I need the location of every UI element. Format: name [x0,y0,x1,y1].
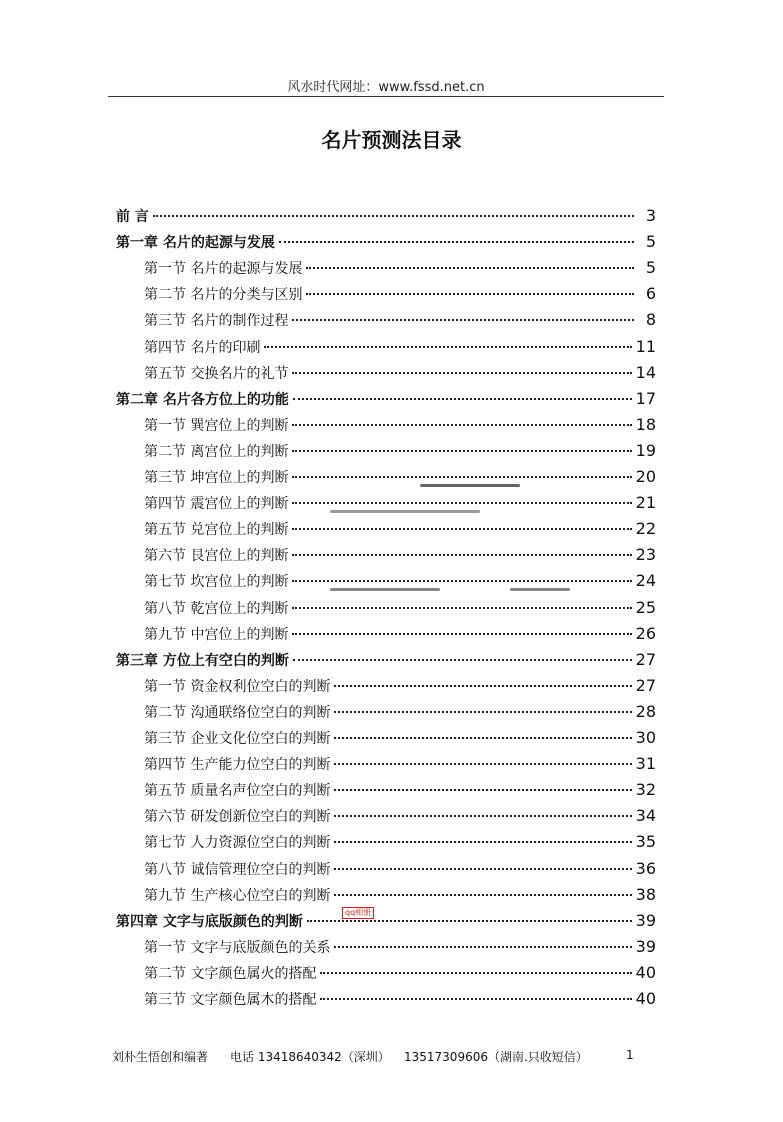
toc-leader-dots [334,685,631,687]
toc-section-row [144,517,656,541]
toc-entry-title: 第六节 研发创新位空白的判断 [144,809,331,826]
toc-leader-dots [320,998,631,1000]
toc-entry-page: 3 [645,206,656,225]
toc-entry-page: 39 [635,936,656,956]
toc-chapter-row [116,909,656,933]
toc-entry-page: 38 [635,884,656,904]
toc-entry-title: 第七节 坎宫位上的判断 [144,574,289,591]
scan-mark [330,510,480,513]
scan-mark [510,588,570,591]
toc-entry-page: 11 [635,336,656,356]
toc-entry-page: 26 [635,623,656,643]
toc-leader-dots [306,267,634,269]
toc-leader-dots [292,476,631,478]
toc-leader-dots [292,580,631,582]
toc-leader-dots [293,398,632,400]
toc-entry-title: 第二节 沟通联络位空白的判断 [144,704,331,721]
toc-section-row [144,413,656,437]
toc-entry-title: 第九节 生产核心位空白的判断 [144,887,331,904]
toc-entry-title: 第五节 兑宫位上的判断 [144,522,289,539]
toc-section-row [144,830,656,854]
toc-leader-dots [264,346,631,348]
footer-author: 刘朴生悟创和编著 [112,1050,209,1064]
toc-entry-page: 39 [635,910,656,930]
toc-entry-page: 18 [635,414,656,434]
toc-leader-dots [334,711,631,713]
toc-leader-dots [334,946,631,948]
toc-entry-page: 23 [635,545,656,565]
toc-section-row [144,700,656,724]
toc-section-row [144,883,656,907]
toc-entry-title: 第一节 资金权利位空白的判断 [144,678,331,695]
qq-album-stamp: qq相册 [342,907,374,919]
toc-entry-page: 8 [645,310,656,330]
toc-entry-page: 5 [645,258,656,278]
toc-section-row [144,361,656,385]
toc-section-row [144,726,656,750]
toc-chapter-row [116,648,656,672]
toc-entry-title: 第二章 名片各方位上的功能 [116,391,289,408]
toc-entry-page: 17 [635,388,656,408]
toc-section-row [144,987,656,1011]
toc-section-row [144,282,656,306]
toc-entry-title: 前 言 [116,209,149,225]
toc-leader-dots [292,528,631,530]
toc-leader-dots [292,450,631,452]
toc-entry-page: 22 [635,519,656,539]
toc-entry-page: 21 [635,493,656,513]
toc-entry-page: 27 [635,675,656,695]
page-title: 名片预测法目录 [321,128,462,152]
toc-entry-page: 20 [635,467,656,486]
toc-entry-page: 24 [635,571,656,591]
toc-chapter-row [116,387,656,411]
toc-entry-title: 第六节 艮宫位上的判断 [144,548,289,565]
footer-page-number: 1 [626,1048,634,1062]
toc-entry-title: 第三节 名片的制作过程 [144,313,289,330]
toc-entry-page: 40 [635,989,656,1008]
footer-phone-hunan: 13517309606（湖南.只收短信） [404,1050,588,1064]
toc-entry-page: 27 [635,649,656,669]
toc-entry-page: 31 [635,754,656,774]
toc-section-row [144,335,656,359]
footer-phone-shenzhen: 电话 13418640342（深圳） [230,1050,390,1064]
toc-leader-dots [153,215,634,217]
toc-entry-title: 第一章 名片的起源与发展 [116,235,275,252]
toc-entry-page: 30 [635,728,656,747]
toc-leader-dots [334,815,631,817]
toc-entry-title: 第五节 交换名片的礼节 [144,365,289,382]
toc-entry-page: 6 [645,284,656,304]
toc-entry-title: 第八节 乾宫位上的判断 [144,600,289,617]
toc-entry-title: 第一节 巽宫位上的判断 [144,417,289,434]
toc-leader-dots [292,607,631,609]
toc-section-row [144,674,656,698]
toc-entry-page: 14 [635,362,656,382]
toc-entry-title: 第七节 人力资源位空白的判断 [144,835,331,852]
toc-entry-title: 第三节 企业文化位空白的判断 [144,731,331,747]
toc-entry-page: 35 [635,832,656,852]
toc-leader-dots [334,841,631,843]
toc-section-row [144,857,656,881]
site-url-text: 风水时代网址：www.fssd.net.cn [287,80,485,95]
toc-entry-title: 第四章 文字与底版颜色的判断 [116,913,303,930]
toc-entry-title: 第二节 名片的分类与区别 [144,287,303,304]
toc-leader-dots [334,789,631,791]
toc-entry-title: 第四节 生产能力位空白的判断 [144,757,331,774]
toc-entry-page: 19 [635,440,656,460]
page-header [108,76,664,97]
toc-entry-title: 第二节 离宫位上的判断 [144,443,289,460]
toc-leader-dots [293,659,632,661]
toc-leader-dots [334,737,631,739]
toc-entry-page: 5 [645,232,656,252]
toc-entry-title: 第八节 诚信管理位空白的判断 [144,861,331,878]
toc-leader-dots [279,241,634,243]
toc-leader-dots [306,293,634,295]
toc-section-row [144,465,656,489]
toc-entry-page: 25 [635,597,656,617]
scan-mark [420,484,520,487]
toc-leader-dots [334,763,631,765]
toc-section-row [144,439,656,463]
toc-entry-page: 40 [635,962,656,982]
scan-mark [330,588,440,591]
toc-section-row [144,804,656,828]
toc-entry-title: 第三节 坤宫位上的判断 [144,470,289,486]
toc-section-row [144,961,656,985]
toc-section-row [144,622,656,646]
toc-leader-dots [292,372,631,374]
toc-chapter-row [116,230,656,254]
toc-entry-title: 第一节 名片的起源与发展 [144,261,303,278]
toc-chapter-row [116,204,656,228]
toc-section-row [144,308,656,332]
toc-leader-dots [292,502,631,504]
toc-entry-title: 第四节 名片的印刷 [144,339,261,356]
toc-leader-dots [320,972,631,974]
toc-section-row [144,596,656,620]
toc-leader-dots [307,920,632,922]
toc-section-row [144,935,656,959]
toc-entry-title: 第九节 中宫位上的判断 [144,626,289,643]
toc-entry-title: 第四节 震宫位上的判断 [144,496,289,513]
toc-section-row [144,256,656,280]
toc-entry-title: 第三节 文字颜色属木的搭配 [144,992,317,1008]
toc-section-row [144,543,656,567]
toc-section-row [144,752,656,776]
toc-entry-page: 32 [635,780,656,800]
toc-entry-page: 34 [635,806,656,826]
toc-section-row [144,778,656,802]
toc-entry-page: 28 [635,701,656,721]
toc-leader-dots [334,894,631,896]
toc-leader-dots [292,424,631,426]
toc-entry-title: 第二节 文字颜色属火的搭配 [144,965,317,982]
toc-entry-page: 36 [635,858,656,878]
toc-leader-dots [292,554,631,556]
toc-entry-title: 第一节 文字与底版颜色的关系 [144,939,331,956]
toc-entry-title: 第五节 质量名声位空白的判断 [144,783,331,800]
toc-leader-dots [334,868,631,870]
toc-leader-dots [292,633,631,635]
toc-entry-title: 第三章 方位上有空白的判断 [116,652,289,669]
toc-leader-dots [292,319,634,321]
